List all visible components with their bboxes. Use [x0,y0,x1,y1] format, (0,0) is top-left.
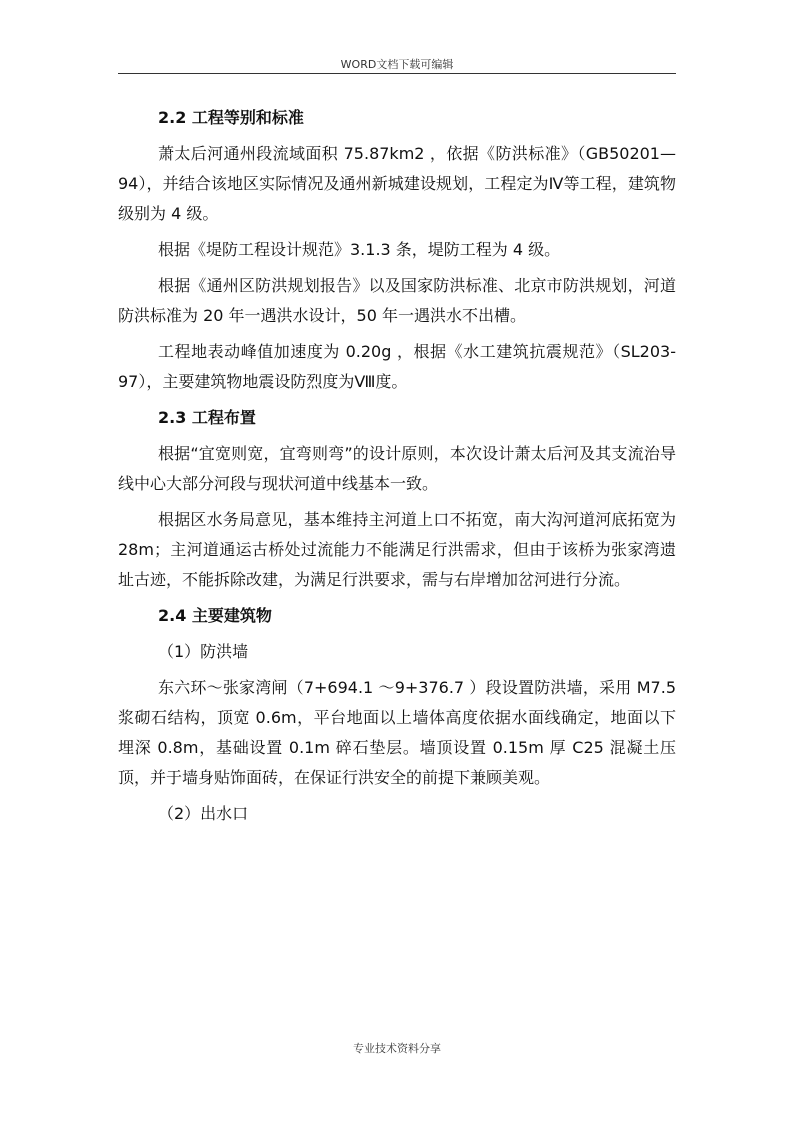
paragraph: 工程地表动峰值加速度为 0.20g ，根据《水工建筑抗震规范》（SL203-97），主要建筑物地震设防烈度为Ⅷ度。 [118,342,676,391]
paragraph: 萧太后河通州段流域面积 75.87km2 ，依据《防洪标准》（GB50201—94），并结合该地区实际情况及通州新城建设规划，工程定为Ⅳ等工程，建筑物级别为 4 级。 [118,144,676,223]
subheading-flood-wall: （1）防洪墙 [158,642,249,661]
document-body [118,103,676,835]
paragraph: 根据《通州区防洪规划报告》以及国家防洪标准、北京市防洪规划，河道防洪标准为 20 年一遇洪水设计，50 年一遇洪水不出槽。 [118,276,676,325]
page-header: WORD文档下载可编辑 [340,58,454,71]
subheading-outlet: （2）出水口 [158,804,249,823]
header-divider [118,73,676,74]
paragraph: 根据区水务局意见，基本维持主河道上口不拓宽，南大沟河道河底拓宽为 28m；主河道通运古桥处过流能力不能满足行洪需求，但由于该桥为张家湾遗址古迹，不能拆除改建，为满足行洪要求，需与右岸增加岔河进行分流。 [118,510,676,589]
paragraph: 根据“宜宽则宽，宜弯则弯”的设计原则，本次设计萧太后河及其支流治导线中心大部分河段与现状河道中线基本一致。 [118,444,676,493]
page-footer: 专业技术资料分享 [353,1042,441,1055]
section-heading-2-2: 2.2 工程等别和标准 [158,108,304,127]
paragraph: 根据《堤防工程设计规范》3.1.3 条，堤防工程为 4 级。 [158,240,561,259]
section-heading-2-3: 2.3 工程布置 [158,408,256,427]
section-heading-2-4: 2.4 主要建筑物 [158,606,272,625]
paragraph: 东六环～张家湾闸（7+694.1 ～9+376.7 ）段设置防洪墙，采用 M7.5 浆砌石结构，顶宽 0.6m，平台地面以上墙体高度依据水面线确定，地面以下埋深 0.8m，基础设置 0.1m 碎石垫层。墙顶设置 0.15m 厚 C25 混凝土压顶，并于墙身贴饰面砖，在保证行洪安全的前提下兼顾美观。 [118,678,676,787]
